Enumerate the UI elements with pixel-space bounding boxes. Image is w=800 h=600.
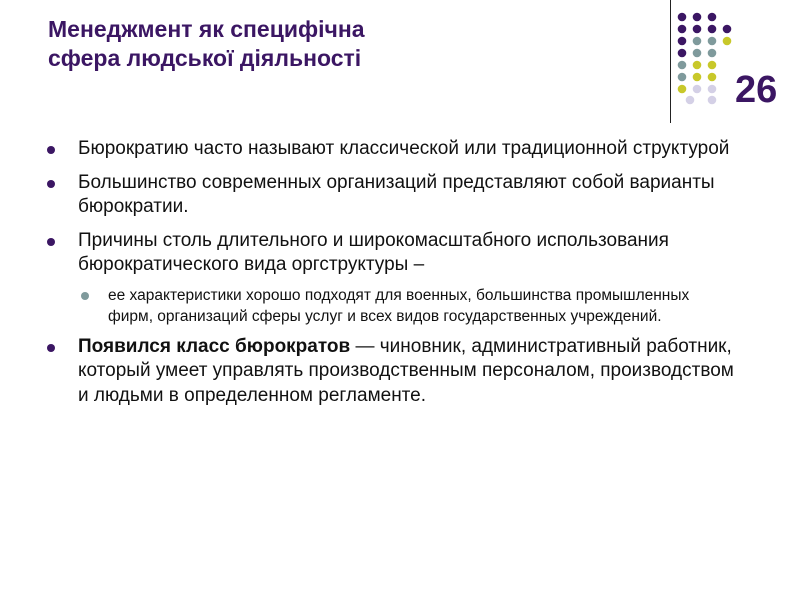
bullet-bold-text: Появился класс бюрократов [78, 335, 351, 357]
bullet-item [0, 171, 738, 220]
bullet-text: Большинство современных организаций представляют собой варианты бюрократии. [78, 171, 715, 217]
bullet-dot-icon [47, 344, 55, 352]
bullet-item [0, 335, 738, 409]
decorative-dot-grid-icon [676, 11, 736, 111]
bullet-text: Причины столь длительного и широкомасштабного использования бюрократического вида оргструктуры – [78, 229, 669, 275]
title-line-1: Менеджмент як специфічна [48, 16, 365, 42]
title-line-2: сфера людської діяльності [48, 45, 362, 71]
bullet-dot-icon [47, 180, 55, 188]
slide-title [48, 15, 648, 73]
slide-number: 26 [735, 69, 778, 111]
bullet-item [0, 137, 738, 162]
sub-bullet-dot-icon [81, 292, 89, 300]
bullet-text: Бюрократию часто называют классической или традиционной структурой [78, 138, 730, 159]
header-divider-line [670, 0, 671, 123]
bullet-text: — чиновник, административный работник, который умеет управлять производственным персоналом, производством и людьми в определенном регламенте. [78, 335, 734, 406]
bullet-dot-icon [47, 146, 55, 154]
sub-bullet-item [0, 285, 728, 327]
bullet-item [0, 229, 738, 278]
bullet-dot-icon [47, 238, 55, 246]
slide-body [0, 137, 800, 417]
sub-bullet-text: ее характеристики хорошо подходят для военных, большинства промышленных фирм, организаций сферы услуг и всех видов государственных учреждений. [108, 286, 690, 325]
